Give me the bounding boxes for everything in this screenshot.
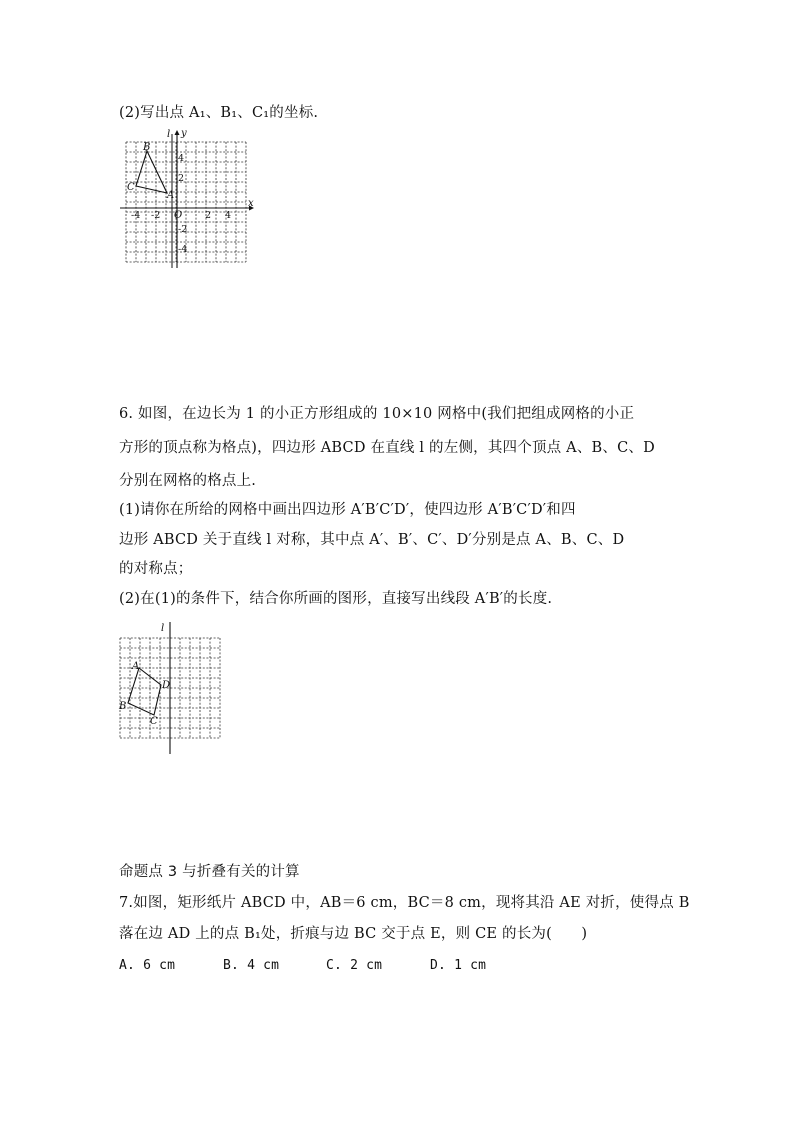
question-7-line-2: 落在边 AD 上的点 B₁处，折痕与边 BC 交于点 E，则 CE 的长为( ) xyxy=(119,926,588,942)
point-b-label: B xyxy=(143,142,151,153)
line-l-label: l xyxy=(161,623,165,634)
tick-y-neg4: -4 xyxy=(178,244,188,255)
question-6-part-2: (2)在(1)的条件下，结合你所画的图形，直接写出线段 A′B′的长度. xyxy=(119,591,553,607)
point-a-label: A xyxy=(132,661,140,672)
x-axis-label: x xyxy=(248,198,254,209)
question-6-part-1-line-3: 的对称点； xyxy=(119,561,193,577)
option-a: A. 6 cm xyxy=(119,958,176,973)
question-7-options xyxy=(119,956,486,976)
question-6-part-1-line-2: 边形 ABCD 关于直线 l 对称，其中点 A′、B′、C′、D′分别是点 A、B、C、D xyxy=(119,532,625,548)
tick-x-neg4: -4 xyxy=(131,210,141,221)
point-c-label: C xyxy=(127,182,135,193)
tick-y-neg2: -2 xyxy=(178,224,188,235)
question-5-part-2: (2)写出点 A₁、B₁、C₁的坐标. xyxy=(119,105,319,121)
tick-x-2: 2 xyxy=(205,210,212,221)
option-c: C. 2 cm xyxy=(326,958,383,973)
tick-x-neg2: -2 xyxy=(151,210,161,221)
question-6-line-3: 分别在网格的格点上. xyxy=(119,473,257,489)
line-l-label: l xyxy=(167,129,171,140)
quadrilateral-abcd xyxy=(128,668,161,715)
tick-x-4: 4 xyxy=(225,210,232,221)
point-d-label: D xyxy=(162,680,171,691)
point-c-label: C xyxy=(150,716,158,727)
quadrilateral-grid-figure xyxy=(116,618,224,756)
question-6-line-2: 方形的顶点称为格点)，四边形 ABCD 在直线 l 的左侧，其四个顶点 A、B、C、D xyxy=(119,440,655,456)
question-7-line-1: 7.如图，矩形纸片 ABCD 中，AB＝6 cm，BC＝8 cm，现将其沿 AE 对折，使得点 B xyxy=(119,895,690,911)
coordinate-grid-figure xyxy=(118,128,258,270)
y-axis-arrow xyxy=(175,130,180,135)
question-6-part-1-line-1: (1)请你在所给的网格中画出四边形 A′B′C′D′，使四边形 A′B′C′D′和四 xyxy=(119,502,576,518)
section-title: 命题点 3 与折叠有关的计算 xyxy=(119,864,300,880)
origin-label: O xyxy=(174,210,183,221)
point-b-label: B xyxy=(119,701,127,712)
tick-y-2: 2 xyxy=(178,173,185,184)
option-d: D. 1 cm xyxy=(430,958,487,973)
tick-y-4: 4 xyxy=(178,153,185,164)
option-b: B. 4 cm xyxy=(223,958,280,973)
question-6-line-1: 6. 如图，在边长为 1 的小正方形组成的 10×10 网格中(我们把组成网格的小正 xyxy=(119,406,635,422)
point-a-label: A xyxy=(167,190,175,201)
y-axis-label: y xyxy=(181,128,187,139)
